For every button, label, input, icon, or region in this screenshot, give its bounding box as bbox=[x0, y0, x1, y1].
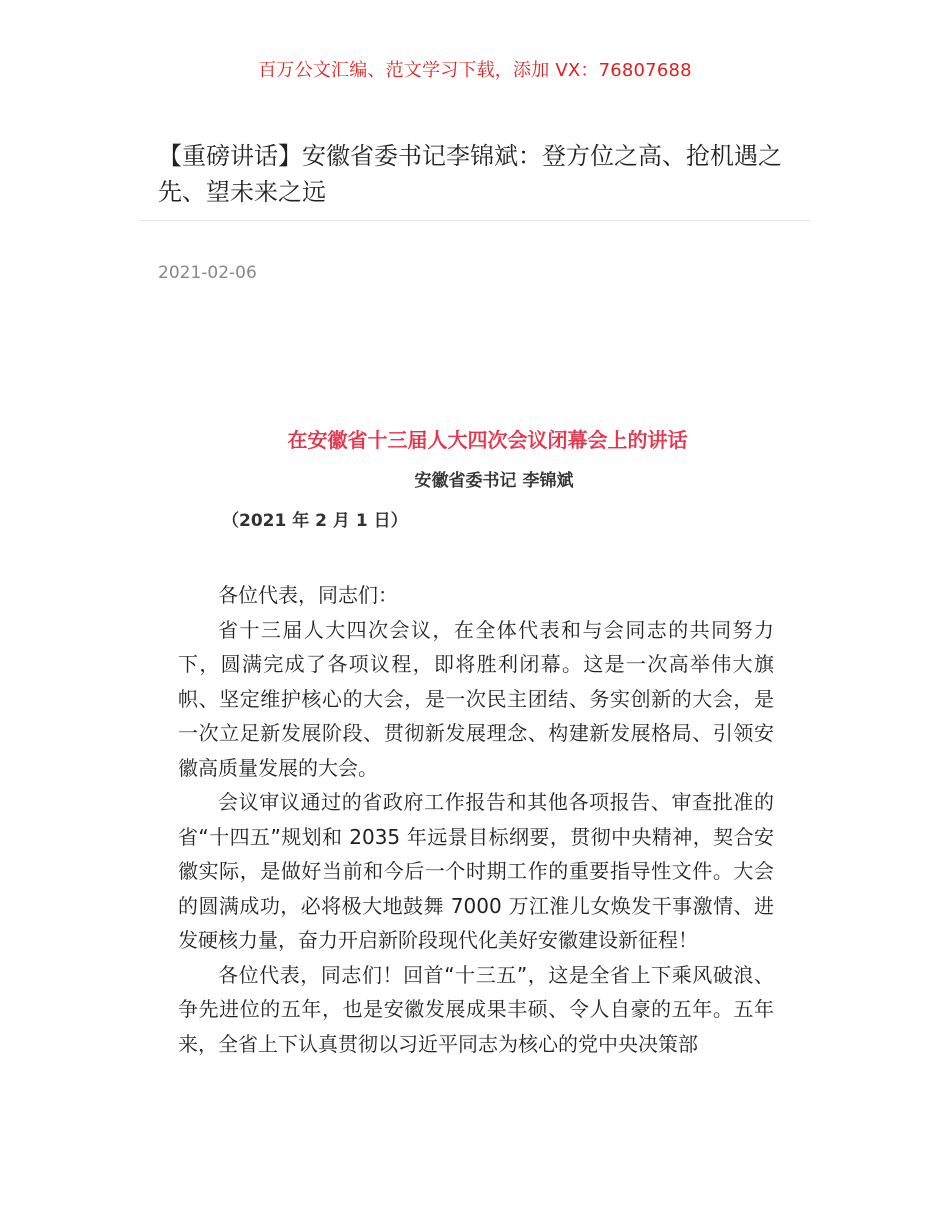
speech-speaker: 安徽省委书记 李锦斌 bbox=[414, 471, 574, 491]
salutation-paragraph: 各位代表，同志们： bbox=[218, 583, 398, 607]
article-title: 【重磅讲话】安徽省委书记李锦斌：登方位之高、抢机遇之先、望未来之远 bbox=[158, 142, 782, 206]
speech-title: 在安徽省十三届人大四次会议闭幕会上的讲话 bbox=[287, 428, 688, 452]
speech-date: （2021 年 2 月 1 日） bbox=[222, 511, 408, 531]
article-body bbox=[178, 578, 774, 1061]
article-date: 2021-02-06 bbox=[158, 263, 257, 283]
body-paragraph: 会议审议通过的省政府工作报告和其他各项报告、审查批准的省“十四五”规划和 2035 年远景目标纲要，贯彻中央精神，契合安徽实际，是做好当前和今后一个时期工作的重要指导性文件。大会的圆满成功，必将极大地鼓舞 7000 万江淮儿女焕发干事激情、进发硬核力量，奋力开启新阶段现代化美好安徽建设新征程！ bbox=[178, 790, 774, 952]
body-paragraph: 省十三届人大四次会议，在全体代表和与会同志的共同努力下，圆满完成了各项议程，即将胜利闭幕。这是一次高举伟大旗帜、坚定维护核心的大会，是一次民主团结、务实创新的大会，是一次立足新发展阶段、贯彻新发展理念、构建新发展格局、引领安徽高质量发展的大会。 bbox=[178, 617, 774, 780]
title-divider bbox=[140, 220, 810, 221]
promo-banner: 百万公文汇编、范文学习下载，添加 VX：76807688 bbox=[258, 60, 692, 81]
body-paragraph: 各位代表，同志们！回首“十三五”，这是全省上下乘风破浪、争先进位的五年，也是安徽发展成果丰硕、令人自豪的五年。五年来，全省上下认真贯彻以习近平同志为核心的党中央决策部 bbox=[178, 962, 774, 1056]
